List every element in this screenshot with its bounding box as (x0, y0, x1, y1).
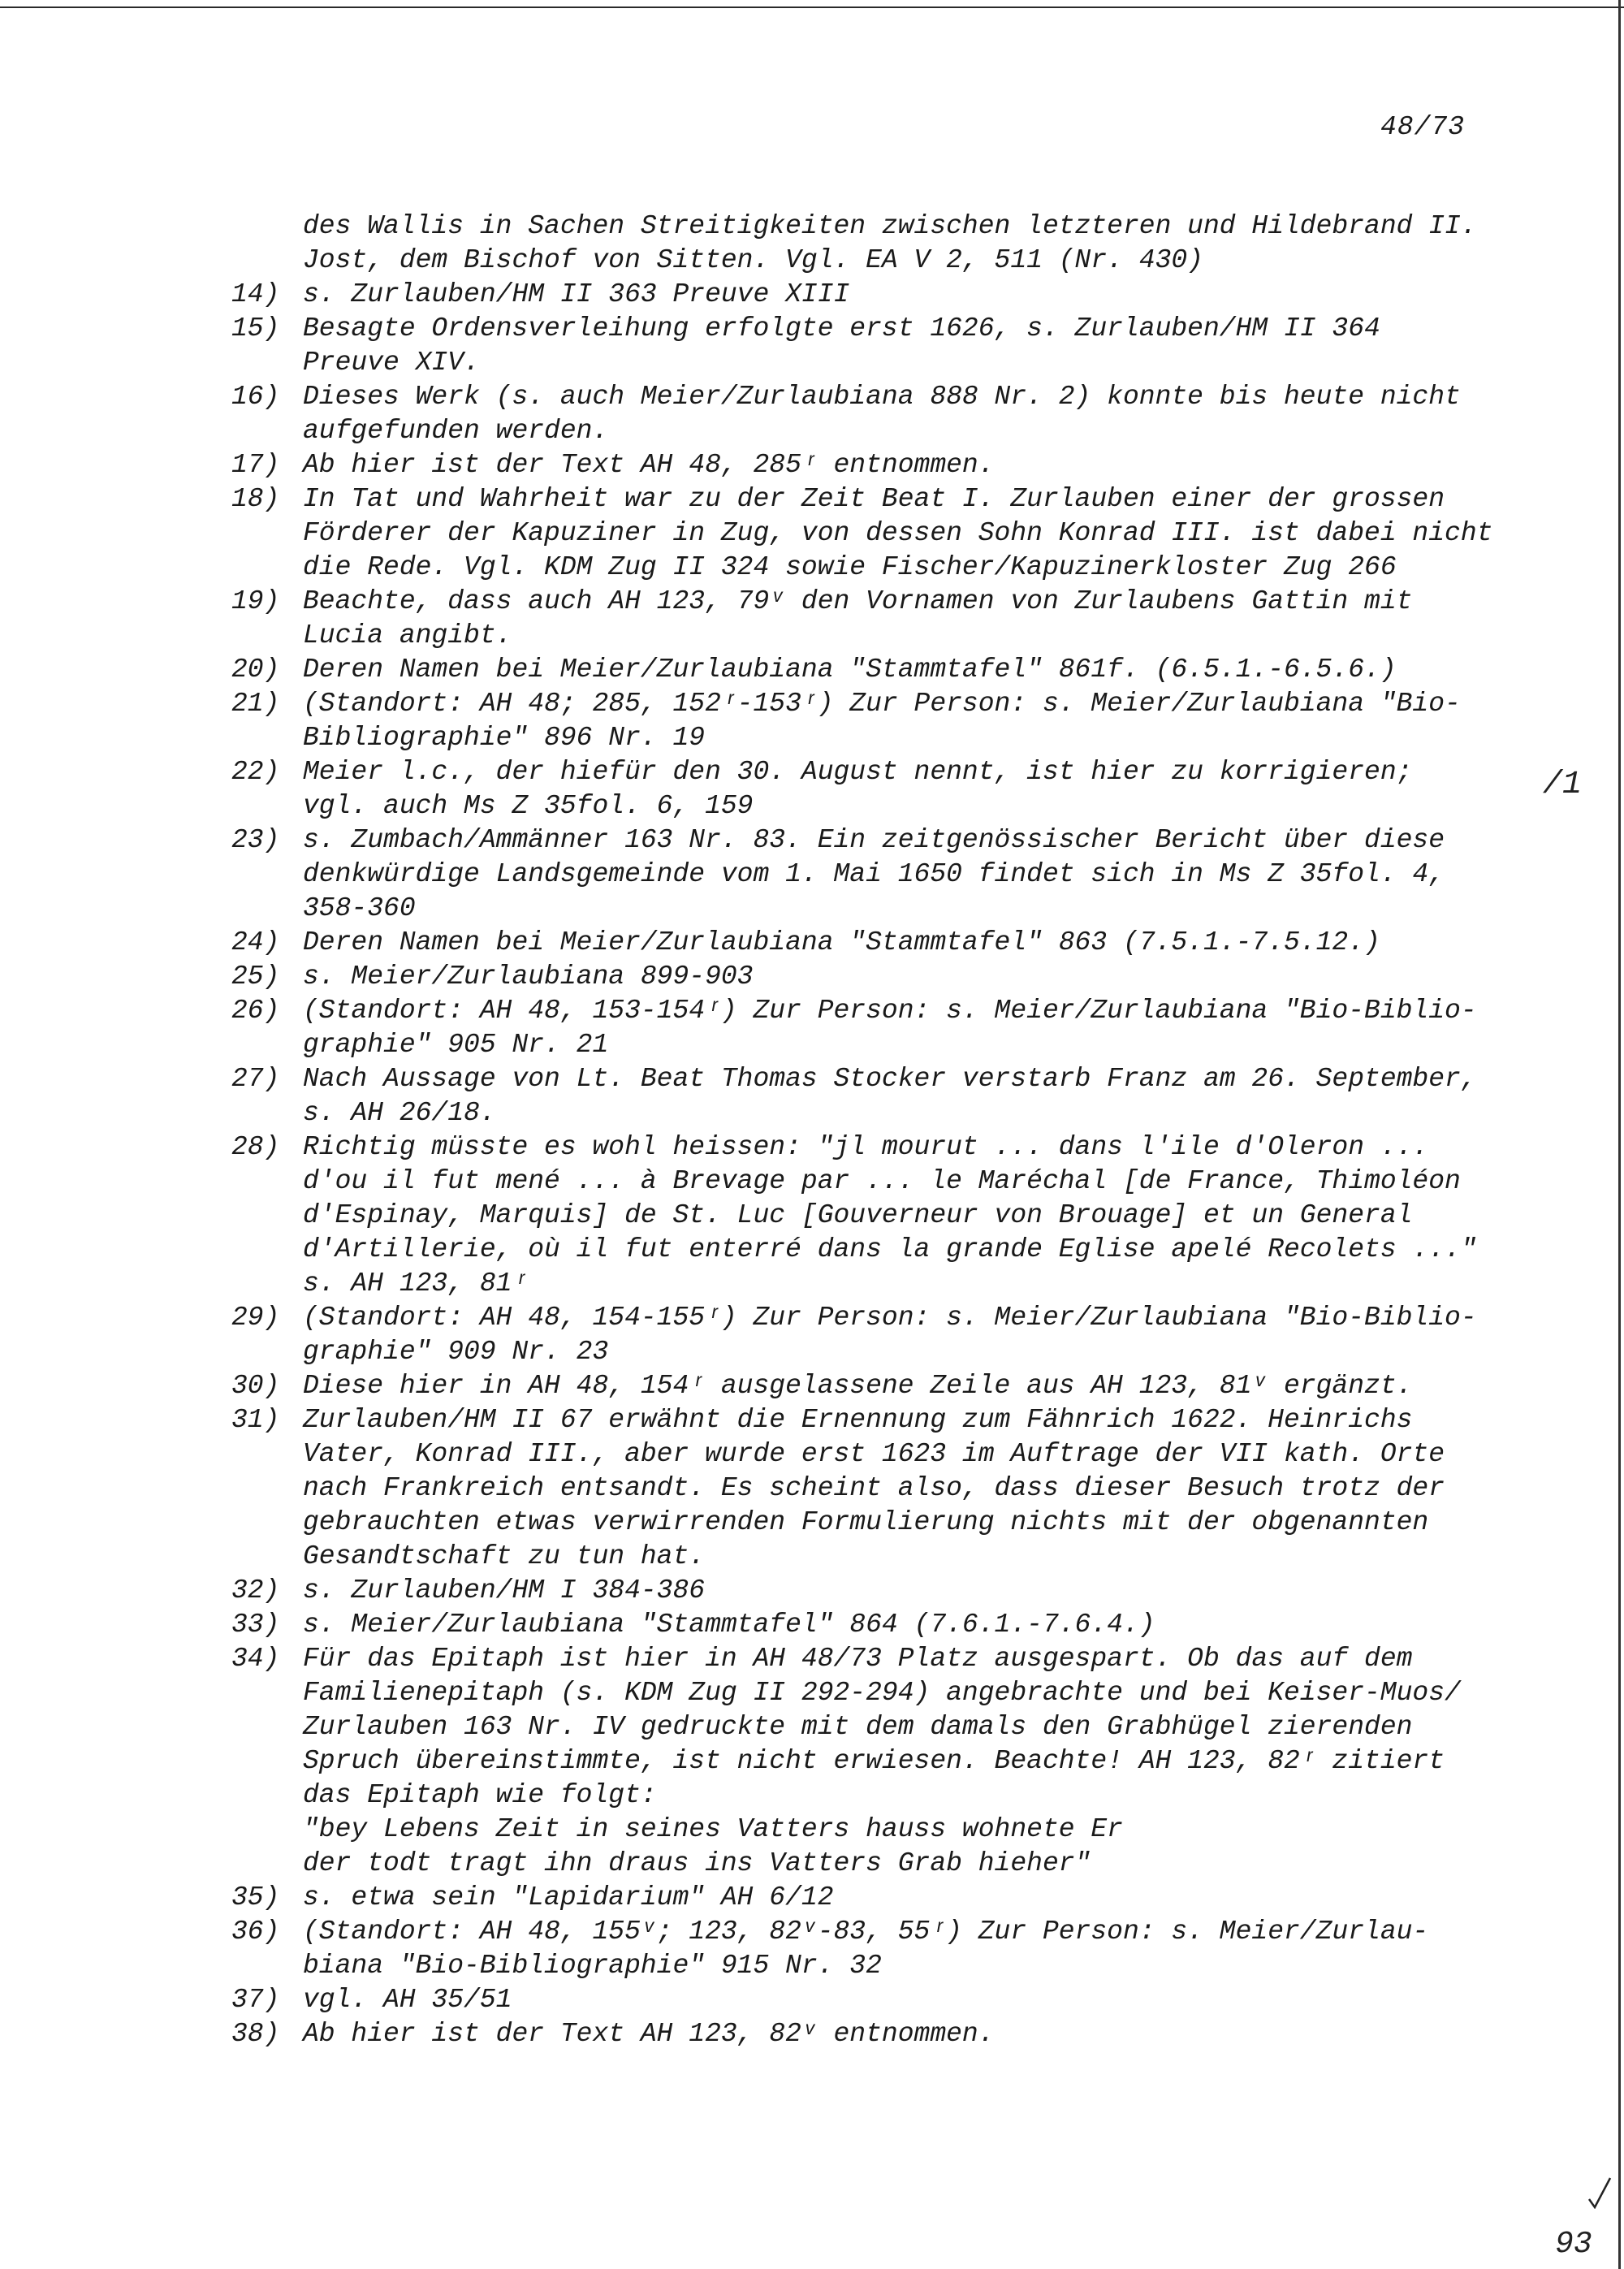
footnote-line: vgl. AH 35/51 (303, 1985, 512, 2015)
right-border-line (1618, 0, 1621, 2269)
footnote-line: graphie" 909 Nr. 23 (303, 1337, 609, 1367)
footnote-item (231, 2017, 1531, 2051)
footnote-line: Familienepitaph (s. KDM Zug II 292-294) angebrachte und bei Keiser-Muos/ (303, 1678, 1461, 1708)
footnote-item (231, 448, 1531, 482)
footnote-line: Bibliographie" 896 Nr. 19 (303, 723, 706, 753)
margin-mark: /1 (1543, 767, 1583, 803)
footnote-line: Meier l.c., der hiefür den 30. August nennt, ist hier zu korrigieren; (303, 757, 1413, 787)
footnote-item (231, 1369, 1531, 1403)
footnote-line: 358-360 (303, 893, 416, 923)
text-line: des Wallis in Sachen Streitigkeiten zwischen letzteren und Hildebrand II. (303, 211, 1477, 241)
footnote-number: 15) (231, 313, 280, 344)
footnote-item (231, 1642, 1531, 1881)
footnote-item (231, 1983, 1531, 2017)
footnote-number: 14) (231, 279, 280, 309)
footnote-item (231, 585, 1531, 653)
footnote-number: 21) (231, 689, 280, 719)
footnote-line: die Rede. Vgl. KDM Zug II 324 sowie Fischer/Kapuzinerkloster Zug 266 (303, 552, 1397, 582)
footnote-line: biana "Bio-Bibliographie" 915 Nr. 32 (303, 1951, 882, 1981)
footnote-line: (Standort: AH 48, 153-154ʳ) Zur Person: s. Meier/Zurlaubiana "Bio-Biblio- (303, 996, 1477, 1026)
footnote-line: s. Zurlauben/HM II 363 Preuve XIII (303, 279, 850, 309)
footnote-line: Vater, Konrad III., aber wurde erst 1623 im Auftrage der VII kath. Orte (303, 1439, 1445, 1469)
footnotes-list (231, 210, 1531, 2051)
footnote-line: Nach Aussage von Lt. Beat Thomas Stocker verstarb Franz am 26. September, (303, 1064, 1477, 1094)
footnote-number: 25) (231, 962, 280, 992)
footnote-item (231, 687, 1531, 755)
footnote-line: s. etwa sein "Lapidarium" AH 6/12 (303, 1882, 834, 1912)
footnote-number: 16) (231, 382, 280, 412)
footnote-line: Lucia angibt. (303, 620, 512, 650)
footnote-line: gebrauchten etwas verwirrenden Formulierung nichts mit der obgenannten (303, 1507, 1429, 1537)
top-border-line (0, 6, 1624, 8)
footnote-number: 17) (231, 450, 280, 480)
footnote-number: 34) (231, 1644, 280, 1674)
footnote-item (231, 823, 1531, 926)
footnote-line: Ab hier ist der Text AH 48, 285ʳ entnommen. (303, 450, 995, 480)
checkmark-icon (1587, 2176, 1612, 2209)
footnote-line: der todt tragt ihn draus ins Vatters Grab hieher" (303, 1848, 1091, 1878)
footnote-line: das Epitaph wie folgt: (303, 1780, 657, 1810)
folio-number: 93 (1555, 2227, 1592, 2262)
footnote-number: 38) (231, 2019, 280, 2049)
footnote-line: (Standort: AH 48; 285, 152ʳ-153ʳ) Zur Person: s. Meier/Zurlaubiana "Bio- (303, 689, 1461, 719)
footnote-item (231, 1062, 1531, 1130)
footnote-line: d'ou il fut mené ... à Brevage par ... le Maréchal [de France, Thimoléon (303, 1166, 1461, 1196)
page-number: 48/73 (1380, 112, 1466, 142)
footnote-number: 26) (231, 996, 280, 1026)
footnote-line: Beachte, dass auch AH 123, 79ᵛ den Vornamen von Zurlaubens Gattin mit (303, 586, 1413, 616)
footnote-number: 28) (231, 1132, 280, 1162)
footnote-number: 35) (231, 1882, 280, 1912)
footnote-line: In Tat und Wahrheit war zu der Zeit Beat I. Zurlauben einer der grossen (303, 484, 1445, 514)
footnote-number: 23) (231, 825, 280, 855)
footnote-item (231, 960, 1531, 994)
footnote-number: 27) (231, 1064, 280, 1094)
footnote-item (231, 278, 1531, 312)
footnote-line: s. AH 123, 81ʳ (303, 1268, 529, 1299)
footnote-line: Gesandtschaft zu tun hat. (303, 1541, 706, 1571)
footnote-line: Deren Namen bei Meier/Zurlaubiana "Stammtafel" 861f. (6.5.1.-6.5.6.) (303, 655, 1397, 685)
footnote-number: 29) (231, 1303, 280, 1333)
footnote-item (231, 926, 1531, 960)
footnote-line: Zurlauben 163 Nr. IV gedruckte mit dem damals den Grabhügel zierenden (303, 1712, 1413, 1742)
footnote-item (231, 1881, 1531, 1915)
footnote-item (231, 380, 1531, 448)
continuation-text (231, 210, 1531, 278)
footnote-item (231, 1130, 1531, 1301)
footnote-item (231, 1915, 1531, 1983)
footnote-number: 37) (231, 1985, 280, 2015)
footnote-line: s. AH 26/18. (303, 1098, 496, 1128)
footnote-line: aufgefunden werden. (303, 416, 609, 446)
footnote-number: 36) (231, 1917, 280, 1947)
footnote-line: Dieses Werk (s. auch Meier/Zurlaubiana 888 Nr. 2) konnte bis heute nicht (303, 382, 1461, 412)
footnote-item (231, 994, 1531, 1062)
footnote-line: d'Espinay, Marquis] de St. Luc [Gouverneur von Brouage] et un General (303, 1200, 1413, 1230)
footnote-item (231, 1301, 1531, 1369)
footnote-line: s. Meier/Zurlaubiana 899-903 (303, 962, 754, 992)
footnote-line: Spruch übereinstimmte, ist nicht erwiesen. Beachte! AH 123, 82ʳ zitiert (303, 1746, 1445, 1776)
footnote-line: Zurlauben/HM II 67 erwähnt die Ernennung zum Fähnrich 1622. Heinrichs (303, 1405, 1413, 1435)
footnote-number: 22) (231, 757, 280, 787)
footnote-item (231, 482, 1531, 585)
footnote-number: 30) (231, 1371, 280, 1401)
footnote-line: Richtig müsste es wohl heissen: "jl mourut ... dans l'ile d'Oleron ... (303, 1132, 1429, 1162)
footnote-line: graphie" 905 Nr. 21 (303, 1030, 609, 1060)
footnote-line: Deren Namen bei Meier/Zurlaubiana "Stammtafel" 863 (7.5.1.-7.5.12.) (303, 927, 1380, 957)
text-line: Jost, dem Bischof von Sitten. Vgl. EA V 2, 511 (Nr. 430) (303, 245, 1203, 275)
footnote-line: d'Artillerie, où il fut enterré dans la grande Eglise apelé Recolets ..." (303, 1234, 1477, 1264)
footnote-number: 24) (231, 927, 280, 957)
footnote-number: 31) (231, 1405, 280, 1435)
footnote-line: s. Zumbach/Ammänner 163 Nr. 83. Ein zeitgenössischer Bericht über diese (303, 825, 1445, 855)
footnote-line: s. Zurlauben/HM I 384-386 (303, 1575, 706, 1606)
footnote-item (231, 1403, 1531, 1574)
footnote-line: nach Frankreich entsandt. Es scheint also, dass dieser Besuch trotz der (303, 1473, 1445, 1503)
footnote-line: "bey Lebens Zeit in seines Vatters hauss wohnete Er (303, 1814, 1123, 1844)
footnote-line: denkwürdige Landsgemeinde vom 1. Mai 1650 findet sich in Ms Z 35fol. 4, (303, 859, 1445, 889)
footnote-line: (Standort: AH 48, 154-155ʳ) Zur Person: s. Meier/Zurlaubiana "Bio-Biblio- (303, 1303, 1477, 1333)
footnote-line: vgl. auch Ms Z 35fol. 6, 159 (303, 791, 754, 821)
footnote-item (231, 1574, 1531, 1608)
footnote-number: 18) (231, 484, 280, 514)
footnote-line: s. Meier/Zurlaubiana "Stammtafel" 864 (7.6.1.-7.6.4.) (303, 1610, 1155, 1640)
footnote-line: Besagte Ordensverleihung erfolgte erst 1626, s. Zurlauben/HM II 364 (303, 313, 1380, 344)
footnote-item (231, 312, 1531, 380)
footnote-item (231, 653, 1531, 687)
footnote-line: Förderer der Kapuziner in Zug, von dessen Sohn Konrad III. ist dabei nicht (303, 518, 1493, 548)
footnote-line: Ab hier ist der Text AH 123, 82ᵛ entnommen. (303, 2019, 995, 2049)
footnote-number: 32) (231, 1575, 280, 1606)
footnote-item (231, 755, 1531, 823)
footnote-number: 19) (231, 586, 280, 616)
footnote-number: 33) (231, 1610, 280, 1640)
footnote-line: (Standort: AH 48, 155ᵛ; 123, 82ᵛ-83, 55ʳ) Zur Person: s. Meier/Zurlau- (303, 1917, 1429, 1947)
footnote-number: 20) (231, 655, 280, 685)
footnote-line: Preuve XIV. (303, 348, 480, 378)
footnote-item (231, 1608, 1531, 1642)
footnote-line: Für das Epitaph ist hier in AH 48/73 Platz ausgespart. Ob das auf dem (303, 1644, 1413, 1674)
footnote-line: Diese hier in AH 48, 154ʳ ausgelassene Zeile aus AH 123, 81ᵛ ergänzt. (303, 1371, 1413, 1401)
